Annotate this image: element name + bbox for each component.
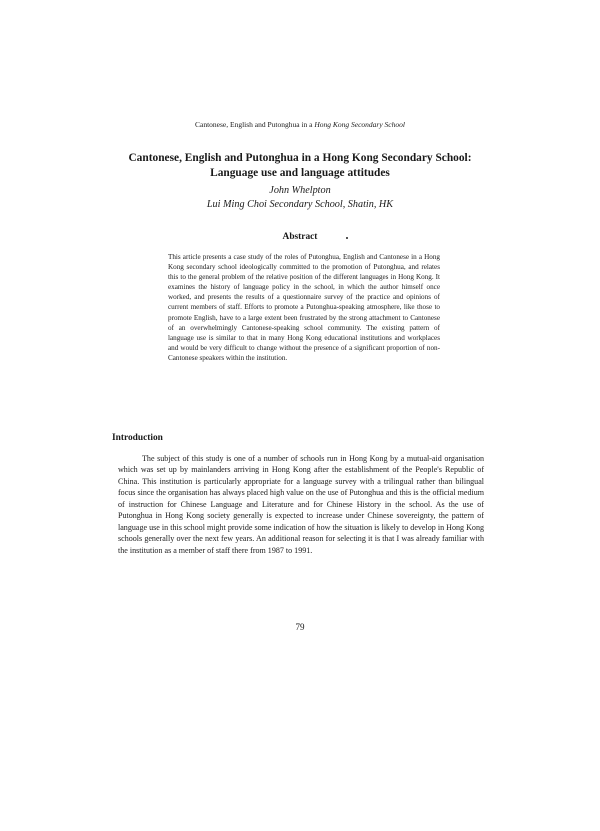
introduction-paragraph: The subject of this study is one of a number of schools run in Hong Kong by a mutual-aid organisation which was set up by mainlanders arriving in Hong Kong after the establishment of the People's Republic of China. This institution is particularly appropriate for a language survey with a trilingual rather than bilingual focus since the organisation has always placed high value on the use of Putonghua and this is the official medium of instruction for Chinese Language and Literature and for Chinese History in the school. As the use of Putonghua in Hong Kong society generally is expected to increase under Chinese sovereignty, the pattern of language use in this school might provide some indication of how the situation is likely to develop in Hong Kong schools generally over the next few years. An additional reason for selecting it is that I was already familiar with the institution as a member of staff there from 1987 to 1991. bbox=[118, 454, 484, 555]
introduction-heading: Introduction bbox=[112, 433, 163, 443]
paper-title: Cantonese, English and Putonghua in a Hong Kong Secondary School: Language use and language attitudes bbox=[128, 152, 472, 179]
running-header-text: Cantonese, English and Putonghua in a bbox=[195, 120, 315, 129]
author-name: John Whelpton bbox=[269, 185, 331, 196]
author-block bbox=[0, 184, 600, 212]
abstract-heading: Abstract bbox=[282, 232, 318, 242]
running-header-italic: Hong Kong Secondary School bbox=[314, 120, 405, 129]
page-number: 79 bbox=[295, 622, 305, 632]
introduction-text bbox=[118, 453, 484, 556]
abstract-text: This article presents a case study of the roles of Putonghua, English and Cantonese in a Hong Kong secondary school ideologically committed to the promotion of Putonghua, and relates this to the general problem of the relative position of the different languages in Hong Kong. It examines the history of language policy in the school, in which the author himself once worked, and presents the results of a questionnaire survey of the practice and opinions of current members of staff. Efforts to promote a Putonghua-speaking atmosphere, like those to promote English, have to a large extent been frustrated by the strong attachment to Cantonese of an overwhelmingly Cantonese-speaking school community. The existing pattern of language use is similar to that in many Hong Kong educational institutions and workplaces and would be very difficult to change without the presence of a significant proportion of non-Cantonese speakers within the institution. bbox=[168, 253, 440, 362]
author-affiliation: Lui Ming Choi Secondary School, Shatin, HK bbox=[206, 199, 394, 210]
stray-mark bbox=[346, 237, 348, 239]
running-header bbox=[0, 120, 600, 129]
